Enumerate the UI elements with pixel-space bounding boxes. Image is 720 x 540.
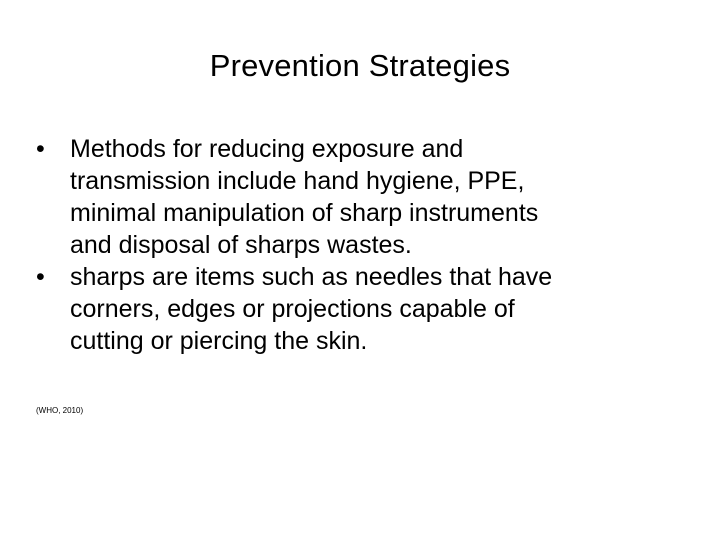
bullet-line: minimal manipulation of sharp instruments [70,199,539,227]
bullet-item [36,133,676,261]
bullet-line: corners, edges or projections capable of [70,295,515,323]
bullet-line: Methods for reducing exposure and [70,135,464,163]
citation: (WHO, 2010) [36,406,84,415]
bullet-line: sharps are items such as needles that have [70,263,553,291]
bullet-item [36,261,676,357]
bullet-list [36,133,676,357]
bullet-marker: • [36,263,45,291]
bullet-line: and disposal of sharps wastes. [70,231,412,259]
bullet-marker: • [36,135,45,163]
bullet-line: cutting or piercing the skin. [70,327,368,355]
slide-title: Prevention Strategies [209,48,511,83]
bullet-line: transmission include hand hygiene, PPE, [70,167,525,195]
